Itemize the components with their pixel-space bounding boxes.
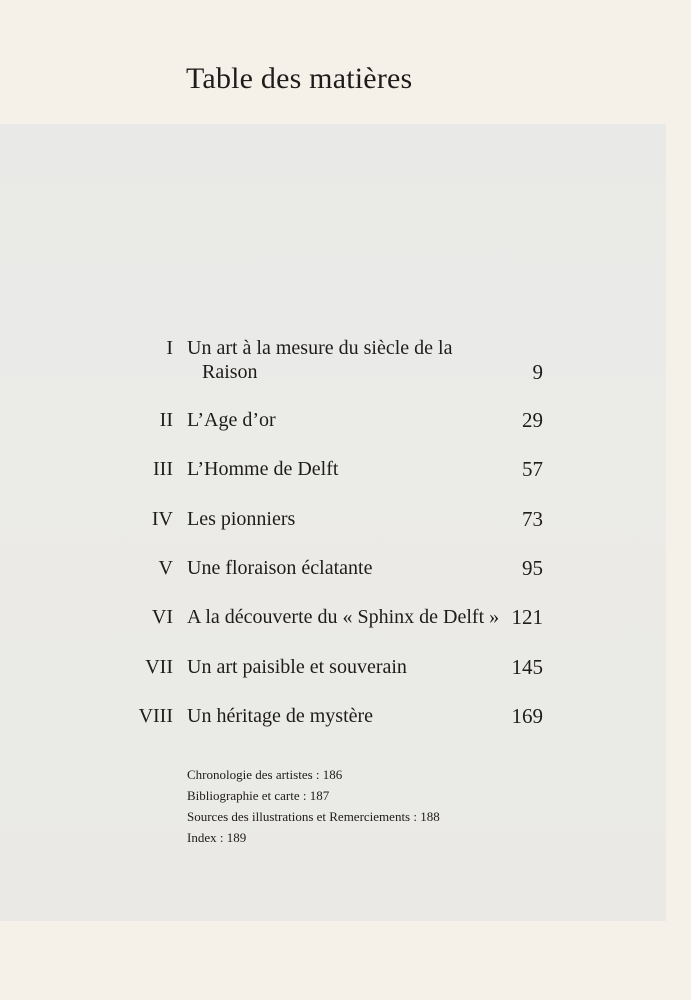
chapter-title: Un art paisible et souverain bbox=[187, 656, 407, 678]
chapter-title: A la découverte du « Sphinx de Delft » bbox=[187, 606, 500, 628]
page-title: Table des matières bbox=[186, 62, 413, 95]
chapter-title: L’Age d’or bbox=[187, 409, 276, 431]
chapter-title: Un art à la mesure du siècle de la bbox=[187, 337, 453, 359]
appendix-item-bibliographie[interactable]: Bibliographie et carte : 187 bbox=[187, 788, 330, 803]
chapter-page-number: 29 bbox=[522, 408, 543, 432]
chapter-title: Les pionniers bbox=[187, 508, 296, 530]
chapter-number: VIII bbox=[138, 705, 173, 727]
chapter-number: II bbox=[159, 409, 173, 431]
chapter-page-number: 95 bbox=[522, 556, 543, 580]
chapter-number: IV bbox=[151, 508, 173, 530]
chapter-page-number: 169 bbox=[511, 704, 543, 728]
chapter-page-number: 57 bbox=[522, 457, 543, 481]
chapter-number: III bbox=[153, 458, 173, 480]
chapter-page-number: 9 bbox=[532, 360, 543, 384]
chapter-number: I bbox=[166, 337, 173, 359]
appendix-list bbox=[187, 764, 440, 848]
appendix-item-sources[interactable]: Sources des illustrations et Remerciements : 188 bbox=[187, 809, 440, 824]
chapter-page-number: 121 bbox=[511, 605, 543, 629]
chapter-title-continued: Raison bbox=[202, 361, 258, 383]
chapter-number: VII bbox=[145, 656, 173, 678]
chapter-number: V bbox=[158, 557, 173, 579]
chapter-title: L’Homme de Delft bbox=[187, 458, 339, 480]
chapter-page-number: 145 bbox=[511, 655, 543, 679]
chapter-number: VI bbox=[151, 606, 173, 628]
chapter-title: Un héritage de mystère bbox=[187, 705, 374, 727]
chapter-page-number: 73 bbox=[522, 507, 543, 531]
chapter-title: Une floraison éclatante bbox=[187, 557, 373, 579]
appendix-item-index[interactable]: Index : 189 bbox=[187, 830, 247, 845]
appendix-item-chronologie[interactable]: Chronologie des artistes : 186 bbox=[187, 767, 343, 782]
